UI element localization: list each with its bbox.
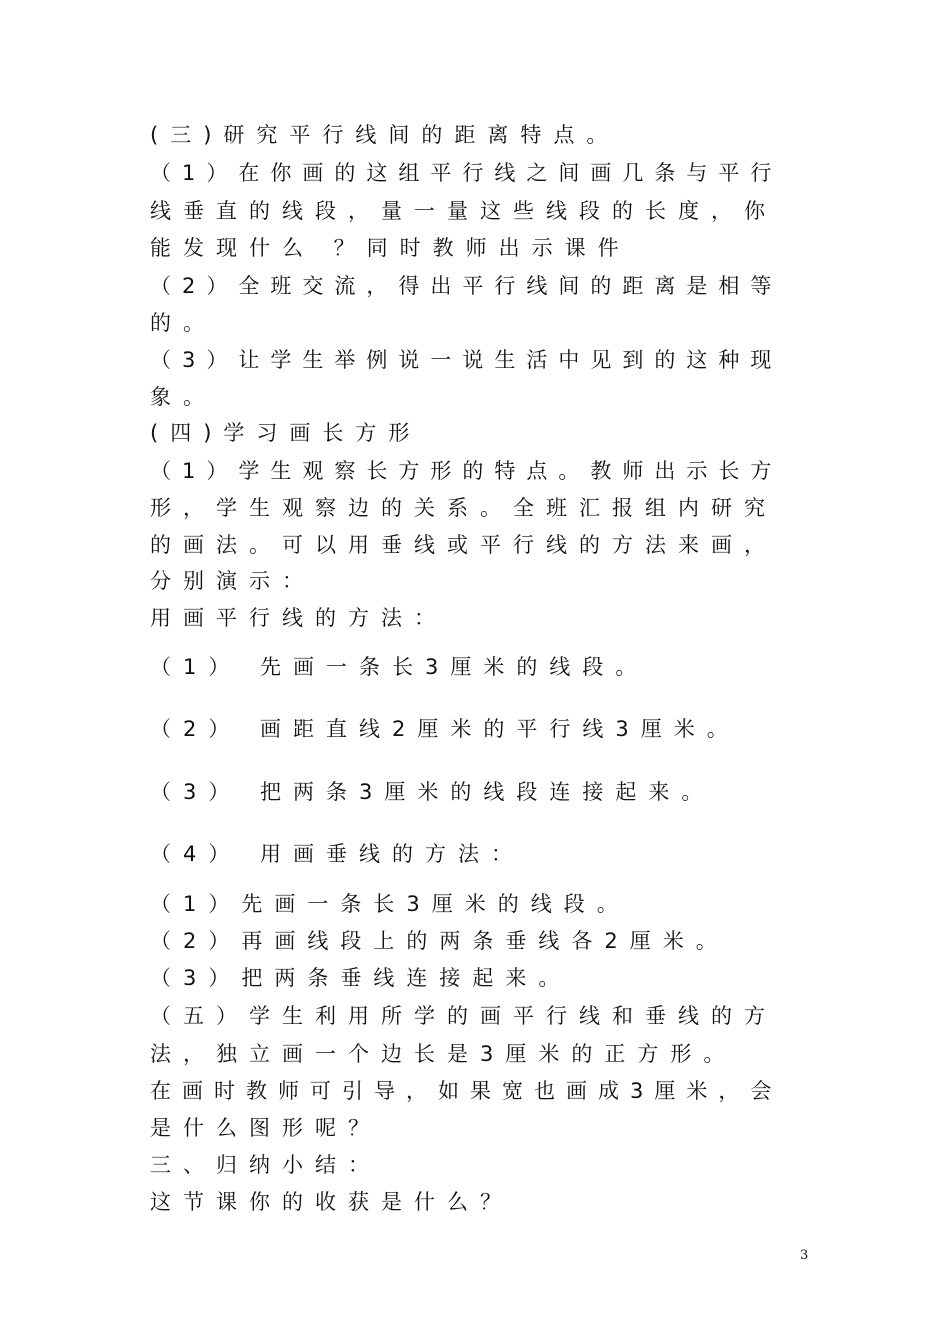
section-heading-summary: 三、归纳小结： — [150, 1153, 381, 1177]
paragraph-line: （五）学生利用所学的画平行线和垂线的方 — [150, 1004, 777, 1028]
paragraph-line: 分别演示： — [150, 569, 315, 593]
paragraph-line: 的。 — [150, 311, 216, 335]
paragraph-line: （1）学生观察长方形的特点。教师出示长方 — [150, 459, 783, 483]
paragraph-line: 法，独立画一个边长是3厘米的正方形。 — [150, 1042, 737, 1066]
paragraph-line: 象。 — [150, 385, 216, 409]
paragraph-line: 能发现什么 ？同时教师出示课件 — [150, 236, 631, 260]
step-line: （1） 先画一条长3厘米的线段。 — [150, 655, 649, 679]
step-line: （1）先画一条长3厘米的线段。 — [150, 892, 630, 916]
paragraph-line: （1）在你画的这组平行线之间画几条与平行 — [150, 161, 783, 185]
step-line: （2）再画线段上的两条垂线各2厘米。 — [150, 929, 729, 953]
paragraph-line: 在画时教师可引导，如果宽也画成3厘米，会 — [150, 1079, 783, 1103]
step-line: （3）把两条垂线连接起来。 — [150, 966, 572, 990]
paragraph-line: 的画法。可以用垂线或平行线的方法来画， — [150, 533, 777, 557]
section-heading-3: (三)研究平行线间的距离特点。 — [150, 123, 620, 147]
paragraph-line: （3）让学生举例说一说生活中见到的这种现 — [150, 348, 783, 372]
step-line: （2） 画距直线2厘米的平行线3厘米。 — [150, 717, 740, 741]
paragraph-line: 用画平行线的方法： — [150, 606, 447, 630]
step-line: （4） 用画垂线的方法： — [150, 842, 525, 866]
page-number: 3 — [800, 1248, 809, 1263]
paragraph-line: 线垂直的线段，量一量这些线段的长度，你 — [150, 199, 777, 223]
paragraph-line: 是什么图形呢？ — [150, 1116, 381, 1140]
section-heading-4: (四)学习画长方形 — [150, 421, 422, 445]
step-line: （3） 把两条3厘米的线段连接起来。 — [150, 780, 715, 804]
paragraph-line: 这节课你的收获是什么？ — [150, 1190, 513, 1214]
paragraph-line: 形，学生观察边的关系。全班汇报组内研究 — [150, 496, 777, 520]
paragraph-line: （2）全班交流，得出平行线间的距离是相等 — [150, 274, 783, 298]
